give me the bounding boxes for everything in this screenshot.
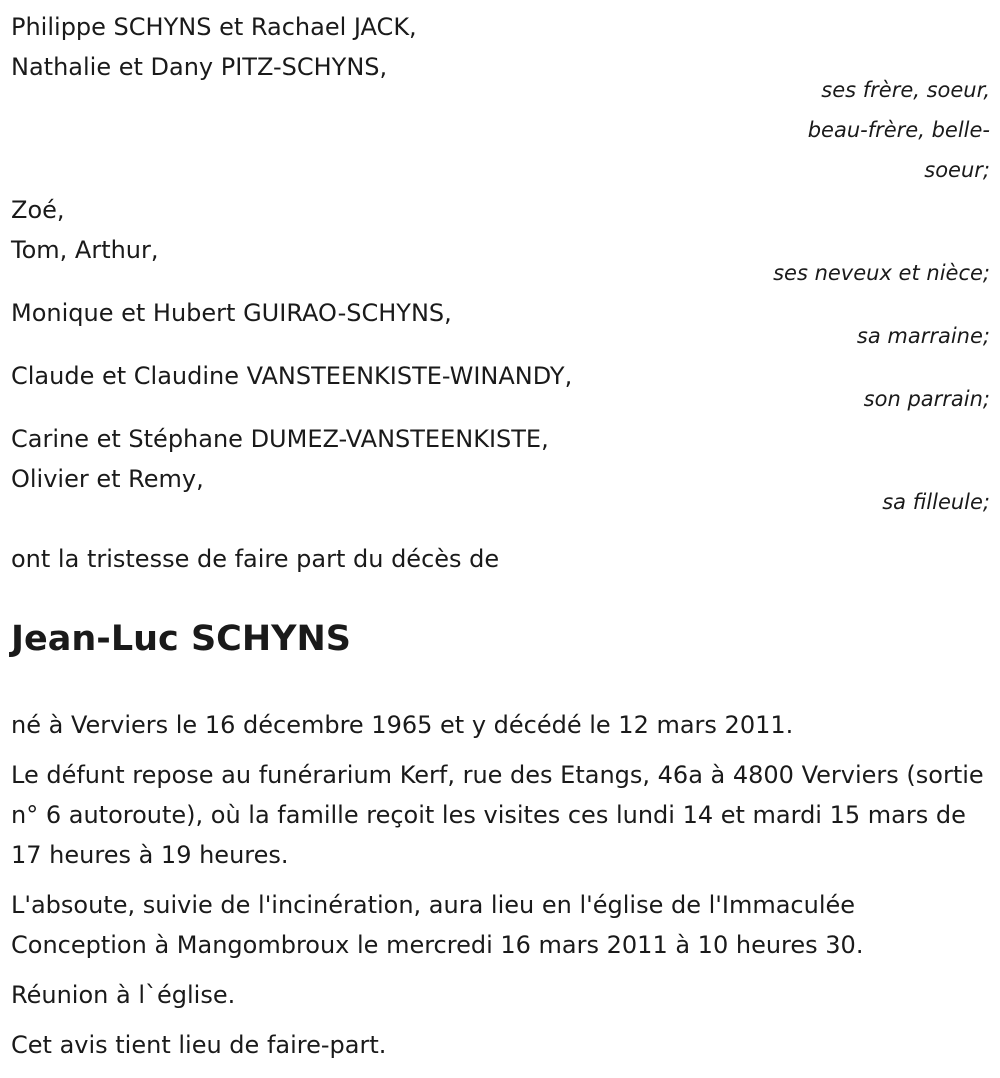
role-goddaughter: sa filleule; [882, 490, 990, 514]
family-line-nephews-2: Tom, Arthur, [11, 236, 159, 264]
deceased-name: Jean-Luc SCHYNS [11, 619, 352, 659]
role-nephews: ses neveux et nièce; [773, 261, 990, 285]
role-siblings-3: soeur; [924, 158, 990, 182]
reunion-text: Réunion à l`église. [11, 981, 236, 1009]
role-godmother: sa marraine; [856, 324, 990, 348]
family-line-godmother: Monique et Hubert GUIRAO-SCHYNS, [11, 299, 452, 327]
family-line-siblings-1: Philippe SCHYNS et Rachael JACK, [11, 13, 417, 41]
family-line-godfather: Claude et Claudine VANSTEENKISTE-WINANDY, [11, 362, 573, 390]
family-line-siblings-2: Nathalie et Dany PITZ-SCHYNS, [11, 53, 388, 81]
family-line-goddaughter-1: Carine et Stéphane DUMEZ-VANSTEENKISTE, [11, 425, 549, 453]
birth-death-text: né à Verviers le 16 décembre 1965 et y décédé le 12 mars 2011. [11, 711, 794, 739]
announcement-text: ont la tristesse de faire part du décès de [11, 545, 500, 573]
role-siblings-1: ses frère, soeur, [821, 78, 990, 102]
closing-text: Cet avis tient lieu de faire-part. [11, 1031, 387, 1059]
repose-text: Le défunt repose au funérarium Kerf, rue des Etangs, 46a à 4800 Verviers (sortie n° 6 autoroute), où la famille reçoit les visites ces lundi 14 et mardi 15 mars de 17 heures à 19 heures. [11, 761, 984, 869]
family-line-goddaughter-2: Olivier et Remy, [11, 465, 204, 493]
role-siblings-2: beau-frère, belle- [807, 118, 990, 142]
family-line-nephews-1: Zoé, [11, 196, 65, 224]
absoute-text: L'absoute, suivie de l'incinération, aura lieu en l'église de l'Immaculée Conception à Mangombroux le mercredi 16 mars 2011 à 10 heures 30. [11, 891, 864, 959]
role-godfather: son parrain; [863, 387, 990, 411]
